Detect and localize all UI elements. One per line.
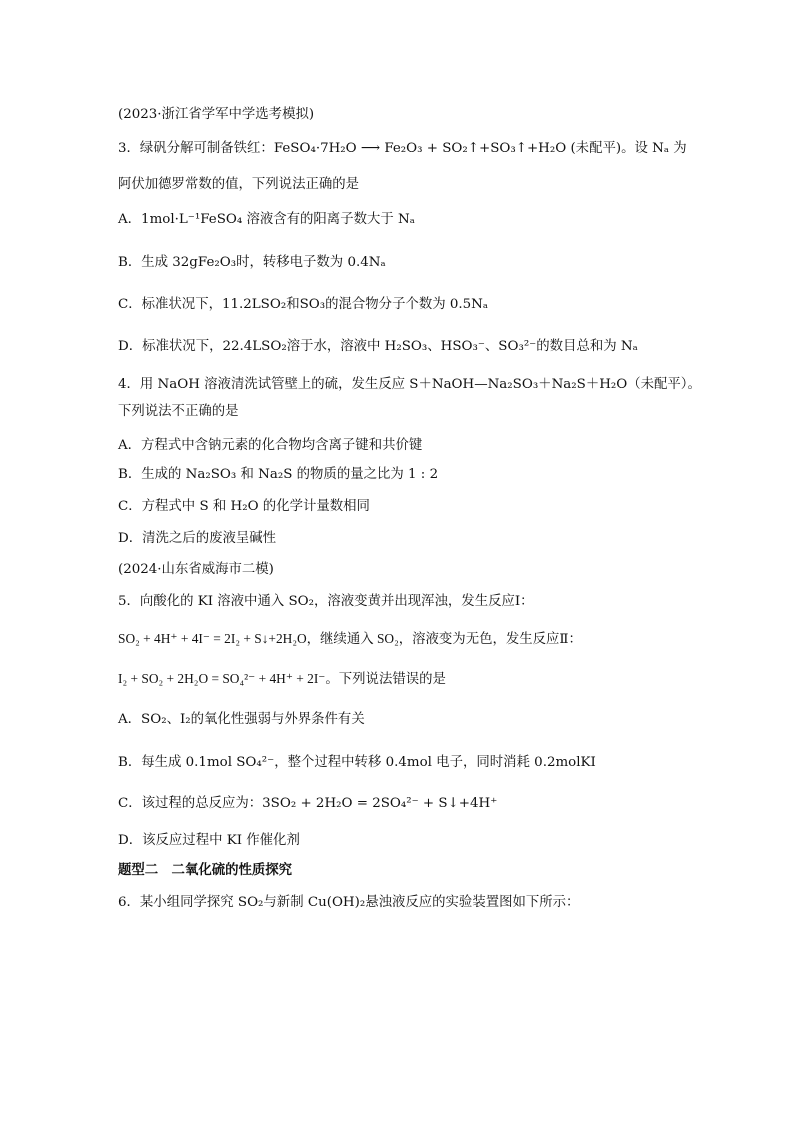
question-4-option-b: B．生成的 Na₂SO₃ 和 Na₂S 的物质的量之比为 1 : 2: [118, 467, 439, 482]
question-4-option-c: C．方程式中 S 和 H₂O 的化学计量数相同: [118, 499, 370, 514]
question-5-option-c: C．该过程的总反应为：3SO₂ + 2H₂O = 2SO₄²⁻ + S↓+4H⁺: [118, 796, 498, 811]
question-5-reaction-1: SO₂ + 4H⁺ + 4I⁻ = 2I₂ + S↓+2H₂O，继续通入 SO₂，溶液变为无色，发生反应Ⅱ：: [118, 631, 582, 646]
section-heading-type-2: 题型二 二氧化硫的性质探究: [118, 863, 293, 878]
question-5-option-b: B．每生成 0.1mol SO₄²⁻，整个过程中转移 0.4mol 电子，同时消耗 0.2molKI: [118, 755, 596, 770]
question-5-stem: 5．向酸化的 KI 溶液中通入 SO₂，溶液变黄并出现浑浊，发生反应Ⅰ：: [118, 594, 534, 609]
question-5-reaction-2: I₂ + SO₂ + 2H₂O = SO₄²⁻ + 4H⁺ + 2I⁻。下列说法错误的是: [118, 671, 446, 686]
question-4-stem: 4．用 NaOH 溶液清洗试管壁上的硫，发生反应 S＋NaOH—Na₂SO₃＋Na₂S＋H₂O（未配平）。: [118, 377, 701, 392]
question-6-stem: 6．某小组同学探究 SO₂与新制 Cu(OH)₂悬浊液反应的实验装置图如下所示：: [118, 895, 580, 910]
question-4-stem-cont: 下列说法不正确的是: [118, 404, 239, 419]
question-3-option-b: B．生成 32gFe₂O₃时，转移电子数为 0.4Nₐ: [118, 255, 386, 270]
source-note-2023: (2023·浙江省学军中学选考模拟): [118, 107, 315, 122]
question-5-option-a: A．SO₂、I₂的氧化性强弱与外界条件有关: [118, 712, 365, 727]
question-4-option-a: A．方程式中含钠元素的化合物均含离子键和共价键: [118, 438, 423, 453]
source-note-2024: (2024·山东省威海市二模): [118, 562, 274, 577]
question-3-option-a: A．1mol·L⁻¹FeSO₄ 溶液含有的阳离子数大于 Nₐ: [118, 212, 415, 227]
question-3-option-c: C．标准状况下，11.2LSO₂和SO₃的混合物分子个数为 0.5Nₐ: [118, 297, 489, 312]
question-3-stem-cont: 阿伏加德罗常数的值，下列说法正确的是: [118, 177, 360, 192]
question-4-option-d: D．清洗之后的废液呈碱性: [118, 531, 277, 546]
question-5-option-d: D．该反应过程中 KI 作催化剂: [118, 833, 300, 848]
question-3-option-d: D．标准状况下，22.4LSO₂溶于水，溶液中 H₂SO₃、HSO₃⁻、SO₃²⁻的数目总和为 Nₐ: [118, 339, 638, 354]
question-3-stem: 3．绿矾分解可制备铁红：FeSO₄·7H₂O ⟶ Fe₂O₃ + SO₂↑+SO₃↑+H₂O (未配平)。设 Nₐ 为: [118, 141, 687, 156]
